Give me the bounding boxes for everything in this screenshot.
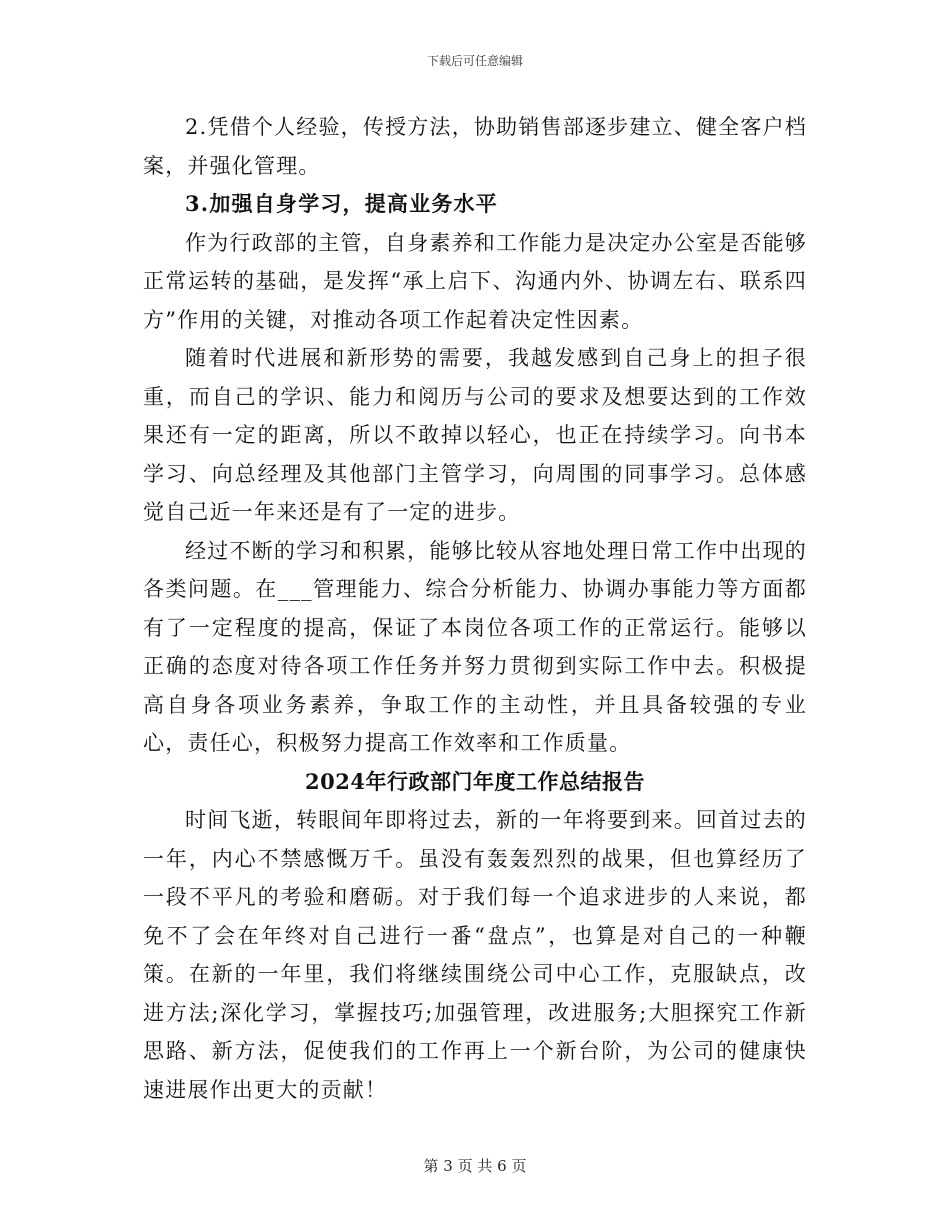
paragraph-continuous-learning: 随着时代进展和新形势的需要，我越发感到自己身上的担子很重，而自己的学识、能力和阅历与公司的要求及想要达到的工作效果还有一定的距离，所以不敢掉以轻心，也正在持续学习。向书本学习、向总经理及其他部门主管学习，向周围的同事学习。总体感觉自己近一年来还是有了一定的进步。 xyxy=(143,346,807,524)
paragraph-improvements: 经过不断的学习和积累，能够比较从容地处理日常工作中出现的各类问题。在___管理能力、综合分析能力、协调办事能力等方面都有了一定程度的提高，保证了本岗位各项工作的正常运行。能够以正确的态度对待各项工作任务并努力贯彻到实际工作中去。积极提高自身各项业务素养，争取工作的主动性，并且具备较强的专业心，责任心，积极努力提高工作效率和工作质量。 xyxy=(143,538,807,755)
section-heading-3: 3.加强自身学习，提高业务水平 xyxy=(185,191,498,216)
page-number-footer: 第 3 页 共 6 页 xyxy=(423,1157,527,1175)
paragraph-supervisor-role: 作为行政部的主管，自身素养和工作能力是决定办公室是否能够正常运转的基础，是发挥“承上启下、沟通内外、协调左右、联系四方”作用的关键，对推动各项工作起着决定性因素。 xyxy=(143,230,807,332)
page-header-note: 下载后可任意编辑 xyxy=(426,54,523,68)
document-body xyxy=(143,108,807,1109)
report-title: 2024年行政部门年度工作总结报告 xyxy=(305,768,645,794)
paragraph-item-2: 2.凭借个人经验，传授方法，协助销售部逐步建立、健全客户档案，并强化管理。 xyxy=(143,115,807,178)
paragraph-year-review: 时间飞逝，转眼间年即将过去，新的一年将要到来。回首过去的一年，内心不禁感慨万千。虽没有轰轰烈烈的战果，但也算经历了一段不平凡的考验和磨砺。对于我们每一个追求进步的人来说，都免不了会在年终对自己进行一番“盘点”，也算是对自己的一种鞭策。在新的一年里，我们将继续围绕公司中心工作，克服缺点，改进方法;深化学习，掌握技巧;加强管理，改进服务;大胆探究工作新思路、新方法，促使我们的工作再上一个新台阶，为公司的健康快速进展作出更大的贡献！ xyxy=(143,808,807,1102)
